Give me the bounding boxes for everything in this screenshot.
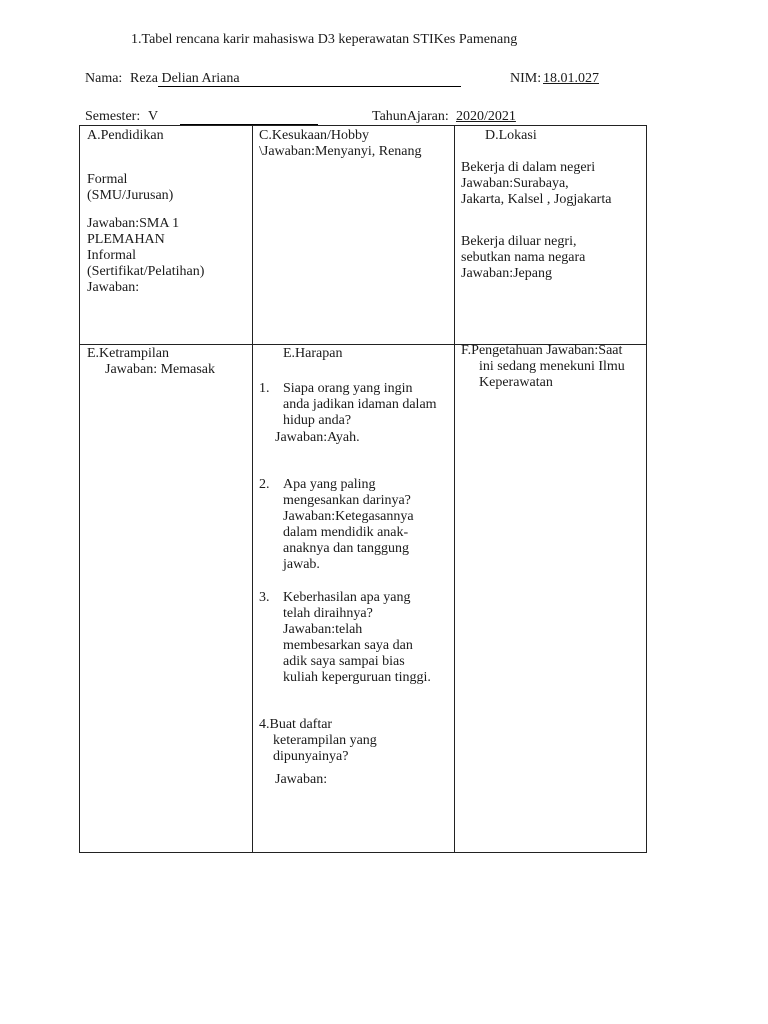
nama-underline [158,86,461,87]
cell-pendidikan [87,128,204,296]
document-title: 1.Tabel rencana karir mahasiswa D3 keperawatan STIKes Pamenang [131,32,518,47]
harapan-q1-line: Siapa orang yang ingin [283,381,413,396]
formal-sub: (SMU/Jurusan) [87,188,174,203]
nim-value: 18.01.027 [543,71,599,86]
kesukaan-jawaban: \Jawaban:Menyanyi, Renang [259,144,422,159]
lokasi-heading: D.Lokasi [485,128,537,143]
harapan-q1-number: 1. [259,381,270,396]
tahun-label: TahunAjaran: [372,109,449,124]
cell-ketrampilan [87,346,215,378]
semester-label: Semester: [85,109,141,124]
harapan-q3-line: telah diraihnya? [283,606,373,621]
harapan-q1-answer: Jawaban:Ayah. [275,430,360,445]
table-divider [252,126,253,852]
harapan-q3-line: membesarkan saya dan [283,638,413,653]
ketrampilan-jawaban: Jawaban: Memasak [105,362,216,377]
harapan-q3-line: adik saya sampai bias [283,654,405,669]
kesukaan-heading: C.Kesukaan/Hobby [259,128,370,143]
harapan-q1 [283,381,437,429]
harapan-q3-line: Keberhasilan apa yang [283,590,411,605]
harapan-q2 [283,477,414,573]
harapan-q1-line: hidup anda? [283,413,352,428]
lokasi-luar: Bekerja diluar negri, [461,234,577,249]
harapan-q4-answer: Jawaban: [275,772,328,787]
harapan-q4 [259,717,377,788]
harapan-q4-line: dipunyainya? [273,749,349,764]
nama-label: Nama: [85,71,123,86]
harapan-q1-line: anda jadikan idaman dalam [283,397,437,412]
formal-label: Formal [87,172,128,187]
harapan-q3-line: Jawaban:telah [283,622,363,637]
harapan-q2-number: 2. [259,477,270,492]
harapan-q2-line: Jawaban:Ketegasannya [283,509,414,524]
harapan-q2-line: anaknya dan tanggung [283,541,409,556]
pendidikan-heading: A.Pendidikan [87,128,164,143]
harapan-q3-line: kuliah keperguruan tinggi. [283,670,431,685]
formal-jawaban-cont: PLEMAHAN [87,232,165,247]
harapan-q3 [283,590,431,686]
nim-label: NIM: [510,71,542,86]
informal-sub: (Sertifikat/Pelatihan) [87,264,205,279]
harapan-q2-line: dalam mendidik anak- [283,525,409,540]
tahun-value: 2020/2021 [456,109,516,124]
semester-value: V [148,109,159,124]
cell-lokasi [461,128,611,282]
nama-value: Reza Delian Ariana [130,71,240,86]
lokasi-luar-cont: sebutkan nama negara [461,250,586,265]
table-divider [454,126,455,852]
informal-label: Informal [87,248,136,263]
pengetahuan-line: ini sedang menekuni Ilmu [479,359,625,374]
harapan-q2-line: Apa yang paling [283,477,376,492]
lokasi-dalam-jawaban: Jawaban:Surabaya, [461,176,569,191]
harapan-q2-line: mengesankan darinya? [283,493,411,508]
harapan-heading: E.Harapan [283,346,343,361]
cell-kesukaan [259,128,422,160]
informal-jawaban: Jawaban: [87,280,140,295]
pengetahuan-line: Keperawatan [479,375,553,390]
harapan-q3-number: 3. [259,590,270,605]
lokasi-luar-jawaban: Jawaban:Jepang [461,266,552,281]
pengetahuan-line: F.Pengetahuan Jawaban:Saat [461,343,623,358]
ketrampilan-heading: E.Ketrampilan [87,346,170,361]
cell-pengetahuan [461,343,625,391]
harapan-q4-line: 4.Buat daftar [259,717,333,732]
formal-jawaban: Jawaban:SMA 1 [87,216,180,231]
harapan-q4-line: keterampilan yang [273,733,377,748]
lokasi-dalam-jawaban-cont: Jakarta, Kalsel , Jogjakarta [461,192,612,207]
harapan-q2-line: jawab. [283,557,320,572]
lokasi-dalam: Bekerja di dalam negeri [461,160,596,175]
